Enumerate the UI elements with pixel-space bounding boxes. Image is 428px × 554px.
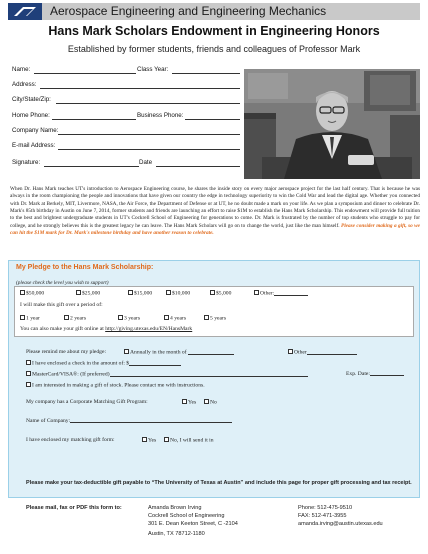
level-25000-label: $25,000 bbox=[82, 290, 101, 297]
period-5-label: 5 years bbox=[210, 315, 226, 322]
period-1-option[interactable] bbox=[20, 315, 40, 323]
remind-other-label: Other bbox=[294, 349, 307, 356]
pledge-instruction: (please check the level you wish to support) bbox=[16, 280, 109, 286]
ut-logo bbox=[8, 3, 42, 20]
level-5000-checkbox[interactable] bbox=[210, 290, 215, 295]
annually-checkbox[interactable] bbox=[124, 349, 129, 354]
period-2-label: 2 years bbox=[70, 315, 86, 322]
level-10000-option[interactable] bbox=[166, 290, 190, 298]
level-50000-option[interactable] bbox=[20, 290, 44, 298]
stock-checkbox[interactable] bbox=[26, 382, 31, 387]
check-checkbox[interactable] bbox=[26, 360, 31, 365]
level-10000-checkbox[interactable] bbox=[166, 290, 171, 295]
home-phone-label: Home Phone: bbox=[12, 112, 50, 119]
check-amount-field[interactable] bbox=[129, 361, 181, 366]
level-15000-label: $15,000 bbox=[134, 290, 153, 297]
signature-field[interactable] bbox=[44, 166, 139, 167]
name-field[interactable] bbox=[34, 73, 136, 74]
contact-org: Cockrell School of Engineering bbox=[148, 513, 225, 519]
enclosed-no-option[interactable] bbox=[164, 437, 214, 445]
remind-other-checkbox[interactable] bbox=[288, 349, 293, 354]
online-giving bbox=[20, 326, 192, 333]
online-text: You can also make your gift online at bbox=[20, 326, 104, 332]
level-other-field[interactable] bbox=[274, 291, 308, 296]
period-4-checkbox[interactable] bbox=[164, 315, 169, 320]
company-of-match bbox=[26, 418, 232, 425]
date-field[interactable] bbox=[156, 166, 240, 167]
remind-other-field[interactable] bbox=[307, 350, 357, 355]
body-text: When Dr. Hans Mark teaches UT's introduction to Aerospace Engineering course, he shares the inside story on every major aerospace project for the last half century. That is because he was always in the room championing the people and innovations that have given our country the edge in technology superiority to win the Cold War and lead the digital age. Whether you connected with Dr. Mark at Berkely, MIT, Livermore, NASA, the Air Force, the Department of Defense or at UT, he no doubt made a mark on your life. As we plan a symposium and dinner to celebrate Dr. Mark's 85th birthday in Austin on June 7, 2014, former students and friends are launching an effort to raise $1M to establish the Hans Mark Scholarship. This endowment will provide full tuition to the best and brightest undergraduate students in UT's Cockrell School of Engineering for generations to come. Dr. Mark is frustrated by the number of top students who struggle to pay for college, and he strongly believes this is the greatest legacy he can leave. The Hans Mark Scholars will go on to change the world, just like the man himself. bbox=[10, 186, 420, 229]
city-state-zip-field[interactable] bbox=[56, 103, 240, 104]
city-state-zip-label: City/State/Zip: bbox=[12, 96, 51, 103]
class-year-label: Class Year: bbox=[137, 66, 169, 73]
period-3-label: 3 years bbox=[124, 315, 140, 322]
contact-email[interactable]: amanda.irving@austin.utexas.edu bbox=[298, 521, 383, 527]
name-label: Name: bbox=[12, 66, 31, 73]
mail-instruction: Please mail, fax or PDF this form to: bbox=[26, 505, 122, 511]
period-4-option[interactable] bbox=[164, 315, 186, 323]
match-company-field[interactable] bbox=[70, 418, 232, 423]
matching-yes-checkbox[interactable] bbox=[182, 399, 187, 404]
page-title: Hans Mark Scholars Endowment in Engineering Honors bbox=[48, 24, 380, 38]
annually-option[interactable] bbox=[124, 349, 234, 357]
card-label: MasterCard/VISA®: (If preferred) bbox=[32, 371, 110, 378]
level-50000-checkbox[interactable] bbox=[20, 290, 25, 295]
professor-photo bbox=[244, 69, 420, 179]
enclosed-yes-checkbox[interactable] bbox=[142, 437, 147, 442]
page-subtitle: Established by former students, friends and colleagues of Professor Mark bbox=[67, 44, 361, 54]
contact-street: 301 E. Dean Keeton Street, C -2104 bbox=[148, 521, 238, 527]
level-25000-checkbox[interactable] bbox=[76, 290, 81, 295]
company-name-field[interactable] bbox=[58, 134, 240, 135]
card-checkbox[interactable] bbox=[26, 371, 31, 376]
level-5000-label: $5,000 bbox=[216, 290, 232, 297]
pledge-title: My Pledge to the Hans Mark Scholarship: bbox=[16, 264, 154, 271]
match-company-label: Name of Company: bbox=[26, 418, 71, 424]
date-label: Date bbox=[139, 159, 153, 166]
enclosed-form-label: I have enclosed my matching gift form: bbox=[26, 437, 115, 443]
enclosed-yes-option[interactable] bbox=[142, 437, 156, 445]
address-label: Address: bbox=[12, 81, 37, 88]
level-25000-option[interactable] bbox=[76, 290, 100, 298]
level-5000-option[interactable] bbox=[210, 290, 231, 298]
matching-no-label: No bbox=[210, 399, 217, 406]
matching-label: My company has a Corporate Matching Gift Program: bbox=[26, 399, 148, 405]
matching-no-option[interactable] bbox=[204, 399, 217, 407]
card-option[interactable] bbox=[26, 371, 308, 379]
exp-date-label: Exp. Date: bbox=[346, 371, 370, 377]
matching-no-checkbox[interactable] bbox=[204, 399, 209, 404]
department-title: Aerospace Engineering and Engineering Mechanics bbox=[50, 4, 327, 18]
appeal-text: Please consider making a gift, so we can hit the $1M mark for Dr. Mark's milestone birthday and have another reason to celebrate. bbox=[10, 222, 421, 237]
exp-date bbox=[346, 371, 404, 378]
period-2-option[interactable] bbox=[64, 315, 86, 323]
card-number-field[interactable] bbox=[110, 372, 308, 377]
company-name-label: Company Name: bbox=[12, 127, 59, 134]
period-3-option[interactable] bbox=[118, 315, 140, 323]
address-field[interactable] bbox=[40, 88, 240, 89]
signature-label: Signature: bbox=[12, 159, 41, 166]
level-other-label: Other: bbox=[260, 290, 275, 297]
matching-yes-option[interactable] bbox=[182, 399, 196, 407]
contact-phone: Phone: 512-475-9510 bbox=[298, 505, 353, 511]
class-year-field[interactable] bbox=[172, 73, 240, 74]
remind-other-option[interactable] bbox=[288, 349, 357, 357]
contact-name: Amanda Brown Irving bbox=[148, 505, 202, 511]
period-5-checkbox[interactable] bbox=[204, 315, 209, 320]
check-option[interactable] bbox=[26, 360, 181, 368]
stock-label: I am interested in making a gift of stock. Please contact me with instructions. bbox=[32, 382, 205, 389]
email-field[interactable] bbox=[58, 149, 240, 150]
period-1-checkbox[interactable] bbox=[20, 315, 25, 320]
level-other-checkbox[interactable] bbox=[254, 290, 259, 295]
period-2-checkbox[interactable] bbox=[64, 315, 69, 320]
period-5-option[interactable] bbox=[204, 315, 226, 323]
contact-city: Austin, TX 78712-1180 bbox=[148, 531, 205, 537]
period-4-label: 4 years bbox=[170, 315, 186, 322]
email-label: E-mail Address: bbox=[12, 142, 56, 149]
level-15000-checkbox[interactable] bbox=[128, 290, 133, 295]
business-phone-label: Business Phone: bbox=[137, 112, 184, 119]
enclosed-no-label: No, I will send it in bbox=[170, 437, 214, 444]
home-phone-field[interactable] bbox=[52, 119, 136, 120]
level-other-option[interactable] bbox=[254, 290, 308, 298]
level-10000-label: $10,000 bbox=[172, 290, 191, 297]
level-50000-label: $50,000 bbox=[26, 290, 45, 297]
business-phone-field[interactable] bbox=[185, 119, 240, 120]
annually-month-field[interactable] bbox=[188, 350, 234, 355]
annually-label: Annually in the month of bbox=[130, 349, 187, 356]
payable-note: Please make your tax-deductible gift payable to “The University of Texas at Austin” and include this page for proper gift processing and tax receipt. bbox=[26, 480, 412, 486]
period-text: I will make this gift over a period of: bbox=[20, 302, 103, 308]
period-1-label: 1 year bbox=[26, 315, 40, 322]
contact-fax: FAX: 512-471-3955 bbox=[298, 513, 347, 519]
enclosed-yes-label: Yes bbox=[148, 437, 157, 444]
check-label: I have enclosed a check in the amount of: $ bbox=[32, 360, 130, 367]
stock-option[interactable] bbox=[26, 382, 205, 390]
exp-date-field[interactable] bbox=[370, 371, 404, 376]
online-url-link[interactable]: http://giving.utexas.edu/EN/HansMark bbox=[105, 326, 193, 332]
period-3-checkbox[interactable] bbox=[118, 315, 123, 320]
enclosed-no-checkbox[interactable] bbox=[164, 437, 169, 442]
matching-yes-label: Yes bbox=[188, 399, 197, 406]
body-paragraph bbox=[10, 186, 420, 237]
level-15000-option[interactable] bbox=[128, 290, 152, 298]
remind-label: Please remind me about my pledge: bbox=[26, 349, 107, 355]
